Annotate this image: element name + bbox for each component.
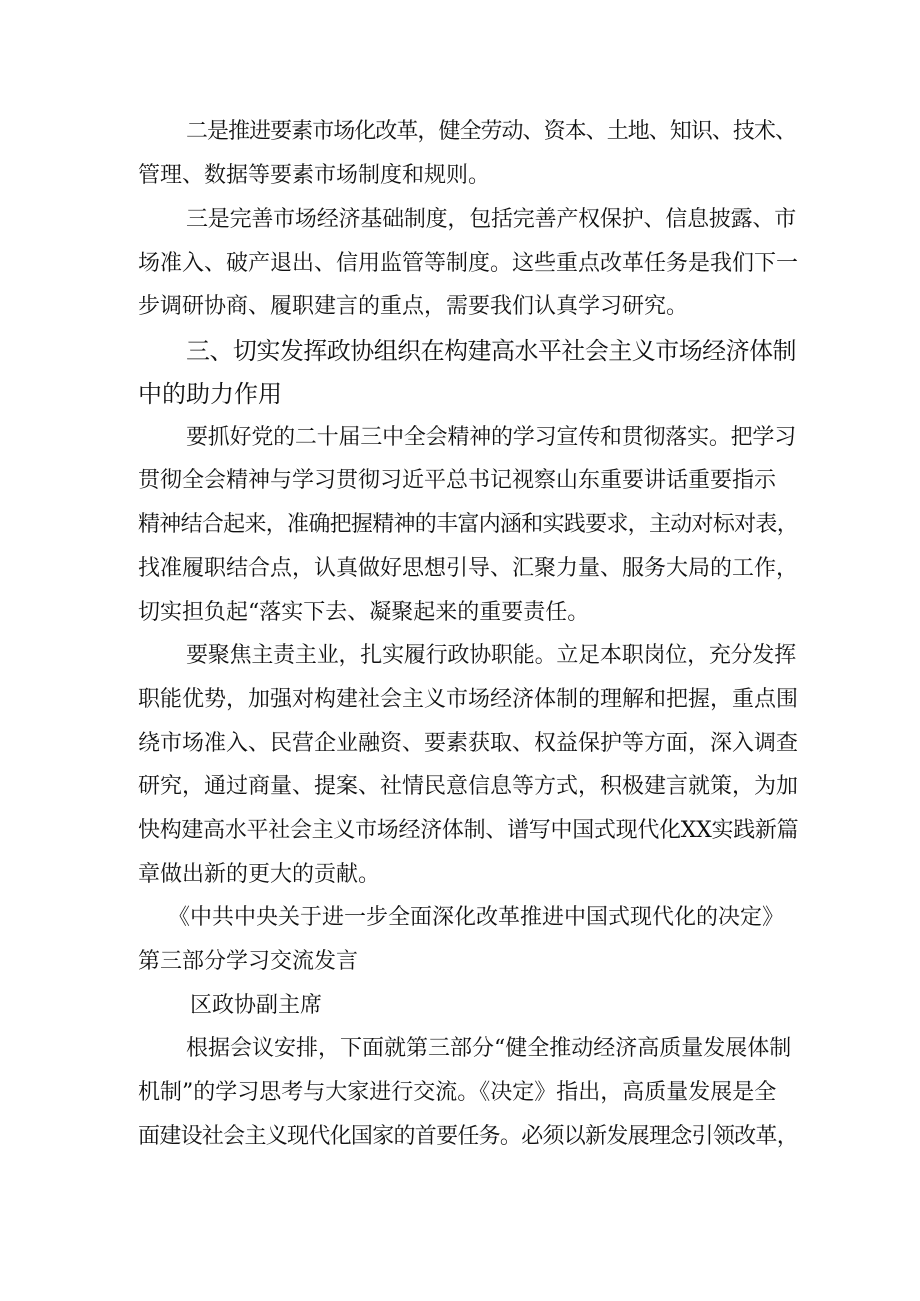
paragraph-line: 职能优势，加强对构建社会主义市场经济体制的理解和把握，重点围 (138, 687, 798, 712)
section-heading: 中的助力作用 (138, 380, 282, 408)
speech-title: 《中共中央关于进一步全面深化改革推进中国式现代化的决定》 (168, 905, 785, 930)
paragraph-line: 要聚焦主责主业，扎实履行政协职能。立足本职岗位，充分发挥 (186, 643, 796, 668)
paragraph-line: 二是推进要素市场化改革，健全劳动、资本、土地、知识、技术、 (186, 119, 796, 144)
paragraph-line: 面建设社会主义现代化国家的首要任务。必须以新发展理念引领改革， (138, 1124, 798, 1149)
speaker-line: 区政协副主席 (190, 993, 323, 1018)
paragraph-line: 精神结合起来，准确把握精神的丰富内涵和实践要求，主动对标对表， (138, 512, 798, 537)
paragraph-line: 研究，通过商量、提案、社情民意信息等方式，积极建言就策，为加 (138, 774, 798, 799)
paragraph-line: 找准履职结合点，认真做好思想引导、汇聚力量、服务大局的工作， (138, 556, 798, 581)
paragraph-line: 切实担负起“落实下去、凝聚起来的重要责任。 (138, 600, 590, 625)
paragraph-line: 步调研协商、履职建言的重点，需要我们认真学习研究。 (138, 294, 689, 319)
paragraph-line: 绕市场准入、民营企业融资、要素获取、权益保护等方面，深入调查 (138, 731, 798, 756)
paragraph-line: 场准入、破产退出、信用监管等制度。这些重点改革任务是我们下一 (138, 251, 798, 276)
paragraph-line: 快构建高水平社会主义市场经济体制、谱写中国式现代化XX实践新篇 (138, 818, 798, 843)
speech-title: 第三部分学习交流发言 (138, 949, 359, 974)
paragraph-line: 贯彻全会精神与学习贯彻习近平总书记视察山东重要讲话重要指示 (138, 468, 777, 493)
paragraph-line: 章做出新的更大的贡献。 (138, 862, 381, 887)
paragraph-line: 三是完善市场经济基础制度，包括完善产权保护、信息披露、市 (186, 207, 796, 232)
paragraph-line: 根据会议安排，下面就第三部分“健全推动经济高质量发展体制 (186, 1036, 792, 1061)
paragraph-line: 管理、数据等要素市场制度和规则。 (138, 163, 491, 188)
paragraph-line: 要抓好党的二十届三中全会精神的学习宣传和贯彻落实。把学习 (186, 425, 796, 450)
paragraph-line: 机制”的学习思考与大家进行交流。《决定》指出，高质量发展是全 (138, 1080, 777, 1105)
section-heading: 三、切实发挥政协组织在构建高水平社会主义市场经济体制 (186, 337, 796, 365)
